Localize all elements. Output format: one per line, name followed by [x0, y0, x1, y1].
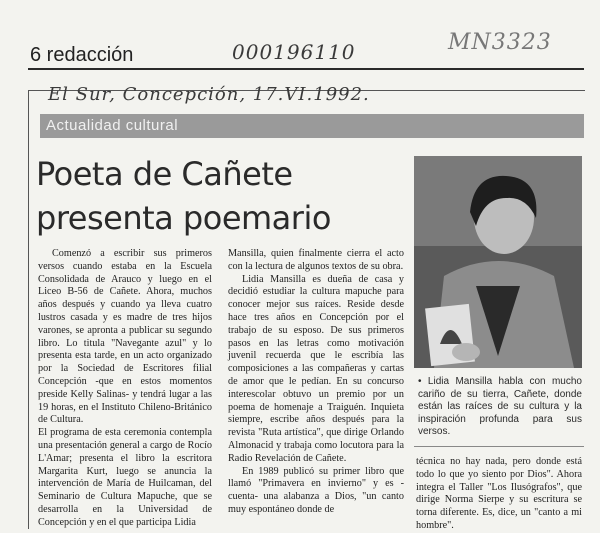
caption-divider	[414, 446, 584, 447]
paragraph: En 1989 publicó su primer libro que llamó "Primavera en invierno" y es -cuenta- una alabanza a Dios, "un canto muy espontáneo donde de	[228, 465, 404, 515]
section-label: 6 redacción	[30, 44, 134, 66]
handwritten-stamp-code: MN3323	[448, 30, 552, 55]
paragraph: Comenzó a escribir sus primeros versos cuando estaba en la Escuela Consolidada de Arauco y luego en el Liceo B-56 de Cañete. Ahora, muchos años después y cuando ya lleva cuatro lustros casada y es madre de tres hijos varones, se apronta a publicar su segundo libro. Lo titula "Navegante azul" y lo presenta esta tarde, en un acto organizado por la Sociedad de Escritores filial Concepción -que en estos momentos preside Kelly Salinas- y tendrá lugar a las 19 horas, en el Instituto Chileno-Británico de Cultura.	[38, 248, 212, 426]
author-photo	[414, 156, 582, 368]
paragraph: Lidia Mansilla es dueña de casa y decidió estudiar la cultura mapuche para conocer mejor sus raíces. Reside desde hace tres años en Concepción por el trabajo de su esposo. De sus primeros pasos en las letras como motivación juvenil recuerda que le escribía las composiciones a las compañeras y cartas de amor que le pedían. En su concurso interescolar obtuvo un premio por un poema de homenaje a Traiguén. Inquieta siempre, escribe años después para la revista "Ruta artística", que dirige Orlando Almonacid y trabaja como locutora para la Radio Revelación de Cañete.	[228, 273, 404, 464]
article-column-3	[416, 456, 582, 533]
section-band: Actualidad cultural	[40, 114, 584, 138]
headline	[36, 152, 406, 240]
paragraph: técnica no hay nada, pero donde está todo lo que yo siento por Dios". Ahora integra el Taller "Los Ilusógrafos", que dirige Norma Sierpe y su escritura se torna diferente. Es, dice, un "canto a mi hombre".	[416, 456, 582, 531]
article-column-1	[38, 248, 212, 530]
headline-line-2: presenta poemario	[36, 199, 331, 237]
headline-line-1: Poeta de Cañete	[36, 155, 293, 193]
paragraph: El programa de esta ceremonia contempla una presentación general a cargo de Rocío L'Amar; presenta el libro la escritora Margarita Kurt, luego se anuncia la intervención de María de Huilcaman, del Seminario de Cultura Mapuche, que se desarrolla en la Universidad de Concepción y en el que participa Lidia	[38, 427, 212, 528]
article-column-2	[228, 248, 404, 517]
handwritten-source-note: El Sur, Concepción, 17.VI.1992.	[48, 84, 370, 105]
photo-caption: • Lidia Mansilla habla con mucho cariño de su tierra, Cañete, donde están las raíces de su cultura y la inspiración profunda para sus versos.	[418, 376, 582, 438]
portrait-illustration	[414, 156, 582, 368]
paragraph: Mansilla, quien finalmente cierra el acto con la lectura de algunos textos de su obra.	[228, 248, 404, 272]
handwritten-stamp-number: 000196110	[232, 40, 356, 64]
header-rule	[28, 68, 584, 70]
